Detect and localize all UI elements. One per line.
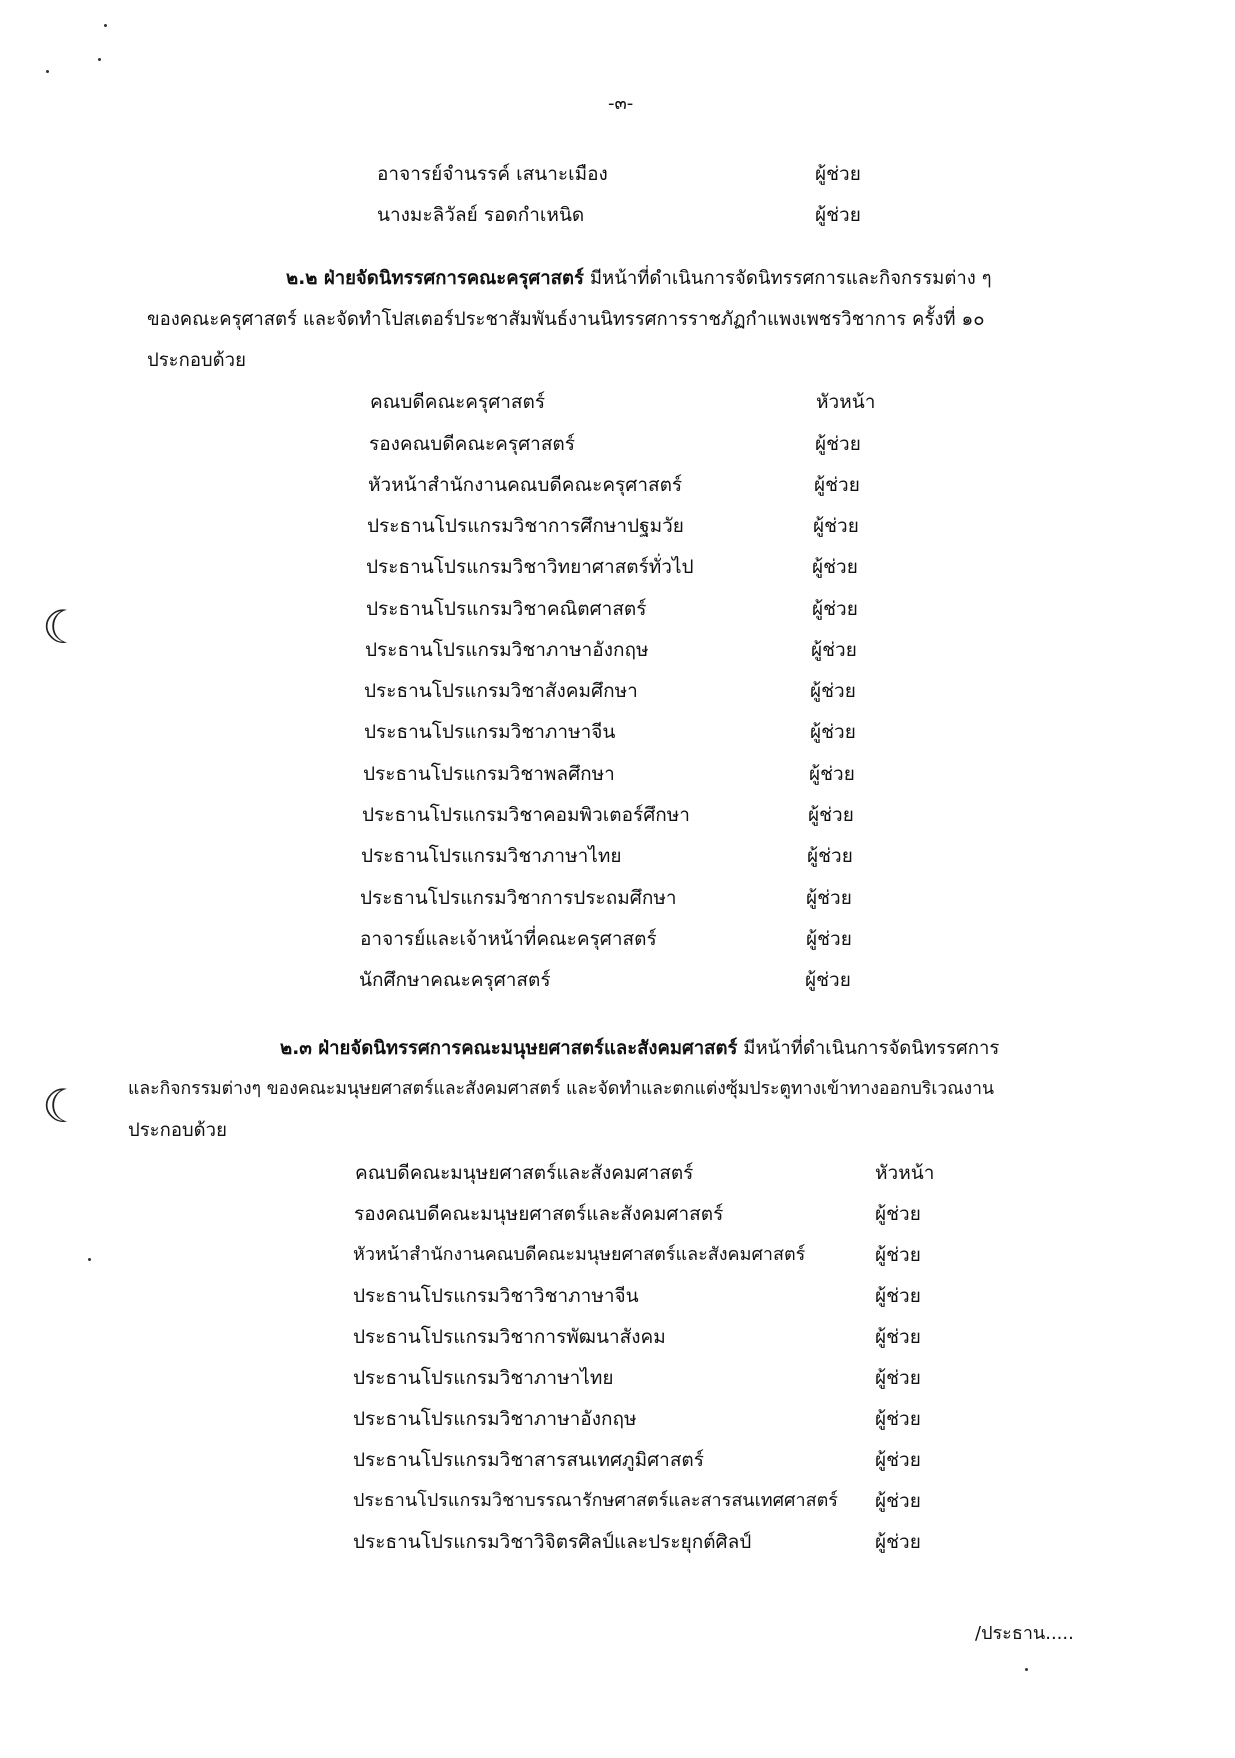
member-role: ผู้ช่วย (805, 969, 851, 991)
section-2-3-line-1 (280, 1028, 999, 1069)
member-name: รองคณบดีคณะครุศาสตร์ (369, 433, 575, 455)
member-name: ประธานโปรแกรมวิชาวิจิตรศิลป์และประยุกต์ศิลป์ (353, 1531, 752, 1553)
section-2-2-duty: มีหน้าที่ดำเนินการจัดนิทรรศการและกิจกรรมต่าง ๆ (583, 268, 992, 289)
member-role: ผู้ช่วย (812, 556, 858, 578)
member-name: รองคณบดีคณะมนุษยศาสตร์และสังคมศาสตร์ (354, 1203, 724, 1225)
member-role: ผู้ช่วย (875, 1326, 921, 1348)
member-name: ประธานโปรแกรมวิชาสารสนเทศภูมิศาสตร์ (353, 1449, 704, 1471)
member-role: หัวหน้า (875, 1162, 935, 1184)
member-role: ผู้ช่วย (812, 598, 858, 620)
section-2-3-line-2: และกิจกรรมต่างๆ ของคณะมนุษยศาสตร์และสังคมศาสตร์ และจัดทำและตกแต่งซุ้มประตูทางเข้าทางออกบริเวณงาน (128, 1079, 995, 1099)
member-role: ผู้ช่วย (815, 163, 861, 185)
member-role: ผู้ช่วย (810, 721, 856, 743)
scan-speck (46, 70, 49, 73)
section-2-2-line-3: ประกอบด้วย (147, 350, 246, 371)
member-name: คณบดีคณะครุศาสตร์ (370, 391, 546, 413)
scan-speck (98, 58, 101, 61)
member-role: หัวหน้า (816, 391, 876, 413)
section-2-2-line-1 (286, 258, 992, 299)
member-name: ประธานโปรแกรมวิชาวิทยาศาสตร์ทั่วไป (366, 556, 694, 578)
member-role: ผู้ช่วย (875, 1408, 921, 1430)
section-2-2-heading: ๒.๒ ฝ่ายจัดนิทรรศการคณะครุศาสตร์ (286, 268, 584, 289)
member-role: ผู้ช่วย (875, 1490, 921, 1512)
member-name: ประธานโปรแกรมวิชาคณิตศาสตร์ (366, 598, 647, 620)
member-name: นักศึกษาคณะครุศาสตร์ (359, 969, 551, 991)
scan-speck (88, 1258, 91, 1261)
member-name: ประธานโปรแกรมวิชาวิชาภาษาจีน (353, 1285, 639, 1307)
member-role: ผู้ช่วย (808, 804, 854, 826)
member-name: ประธานโปรแกรมวิชาการพัฒนาสังคม (353, 1326, 666, 1348)
member-role: ผู้ช่วย (815, 204, 861, 226)
member-role: ผู้ช่วย (875, 1203, 921, 1225)
section-2-3-heading: ๒.๓ ฝ่ายจัดนิทรรศการคณะมนุษยศาสตร์และสังคมศาสตร์ (280, 1038, 738, 1059)
member-role: ผู้ช่วย (875, 1531, 921, 1553)
member-role: ผู้ช่วย (807, 845, 853, 867)
member-name: อาจารย์และเจ้าหน้าที่คณะครุศาสตร์ (360, 928, 657, 950)
member-name: คณบดีคณะมนุษยศาสตร์และสังคมศาสตร์ (355, 1162, 694, 1184)
binder-hole-mark: ☾ (42, 600, 84, 654)
member-name: ประธานโปรแกรมวิชาบรรณารักษศาสตร์และสารสนเทศศาสตร์ (353, 1490, 838, 1511)
scan-speck (104, 24, 107, 27)
member-name: หัวหน้าสำนักงานคณบดีคณะมนุษยศาสตร์และสังคมศาสตร์ (353, 1244, 806, 1265)
member-name: ประธานโปรแกรมวิชาภาษาไทย (361, 845, 622, 867)
member-role: ผู้ช่วย (875, 1244, 921, 1266)
member-role: ผู้ช่วย (806, 887, 852, 909)
member-name: ประธานโปรแกรมวิชาภาษาจีน (364, 721, 616, 743)
member-name: หัวหน้าสำนักงานคณบดีคณะครุศาสตร์ (368, 474, 683, 496)
member-role: ผู้ช่วย (814, 474, 860, 496)
section-2-3-duty: มีหน้าที่ดำเนินการจัดนิทรรศการ (737, 1038, 1000, 1059)
member-role: ผู้ช่วย (809, 763, 855, 785)
member-name: อาจารย์จำนรรค์ เสนาะเมือง (377, 163, 608, 185)
member-name: ประธานโปรแกรมวิชาพลศึกษา (363, 763, 615, 785)
section-2-3-line-3: ประกอบด้วย (128, 1120, 227, 1141)
member-role: ผู้ช่วย (875, 1449, 921, 1471)
member-name: ประธานโปรแกรมวิชาสังคมศึกษา (364, 680, 638, 702)
member-role: ผู้ช่วย (806, 928, 852, 950)
member-name: นางมะลิวัลย์ รอดกำเหนิด (377, 204, 585, 226)
member-role: ผู้ช่วย (813, 515, 859, 537)
member-name: ประธานโปรแกรมวิชาภาษาอังกฤษ (353, 1408, 637, 1430)
continuation-note: /ประธาน..... (975, 1623, 1074, 1644)
page-number: -๓- (608, 93, 634, 114)
scan-speck (1025, 1668, 1028, 1671)
member-role: ผู้ช่วย (815, 433, 861, 455)
member-role: ผู้ช่วย (875, 1367, 921, 1389)
member-role: ผู้ช่วย (810, 680, 856, 702)
member-name: ประธานโปรแกรมวิชาการศึกษาปฐมวัย (367, 515, 684, 537)
member-name: ประธานโปรแกรมวิชาภาษาอังกฤษ (365, 639, 649, 661)
member-role: ผู้ช่วย (811, 639, 857, 661)
binder-hole-mark: ☾ (42, 1079, 84, 1133)
member-role: ผู้ช่วย (875, 1285, 921, 1307)
section-2-2-line-2: ของคณะครุศาสตร์ และจัดทำโปสเตอร์ประชาสัมพันธ์งานนิทรรศการราชภัฏกำแพงเพชรวิชาการ ครั้งที่ ๑๐ (147, 309, 985, 330)
member-name: ประธานโปรแกรมวิชาคอมพิวเตอร์ศึกษา (362, 804, 690, 826)
member-name: ประธานโปรแกรมวิชาภาษาไทย (353, 1367, 614, 1389)
member-name: ประธานโปรแกรมวิชาการประถมศึกษา (360, 887, 677, 909)
